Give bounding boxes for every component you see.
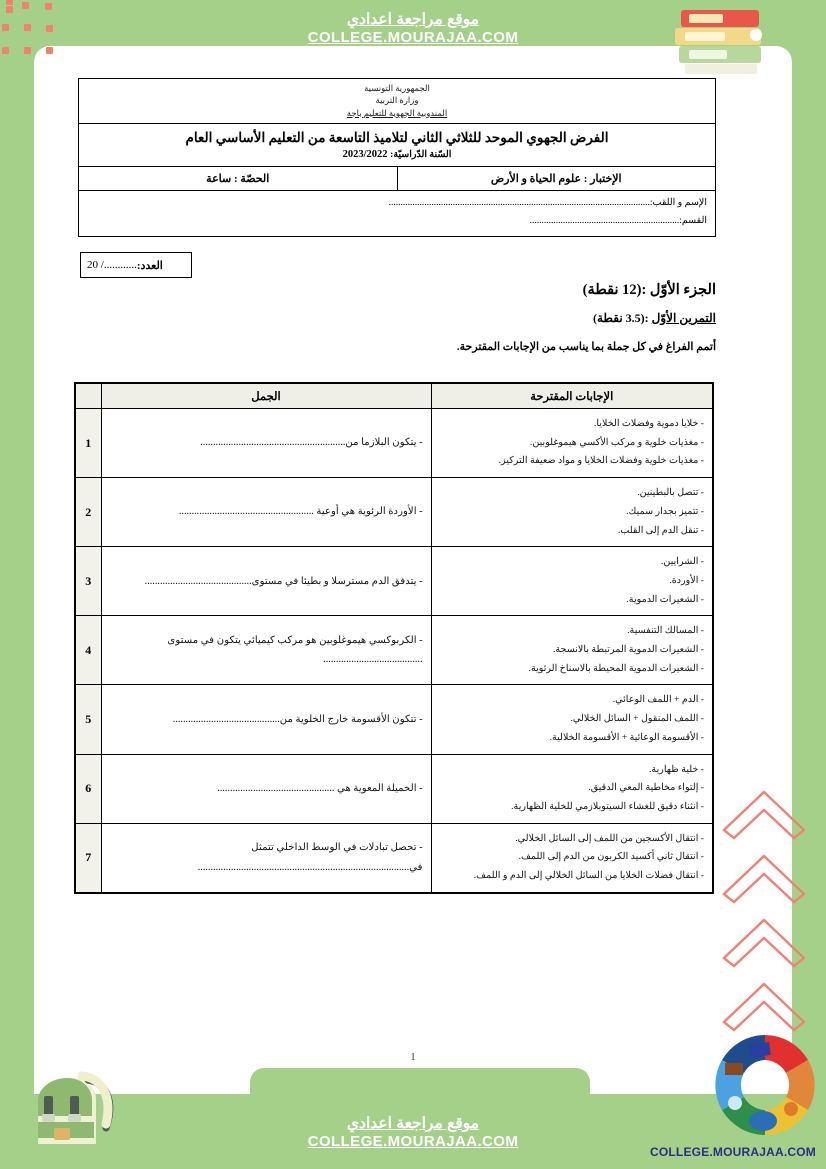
sentence-cell[interactable]: - الكربوكسي هيموغلوبين هو مركب كيميائي يتكون في مستوى ....................................... [101, 616, 431, 685]
sentence-cell[interactable]: - يتكون البلازما من......................................................... [101, 409, 431, 478]
watermark-bottom-right: COLLEGE.MOURAJAA.COM [650, 1145, 816, 1159]
answer-option: - تتصل بالبطينين. [637, 487, 704, 499]
delegation-line: المندوبية الجهوية للتعليم باجة [346, 107, 448, 118]
answer-option: - الأقسومة الوعائية + الأقسومة الخلالية. [549, 731, 704, 743]
table-header-row [75, 383, 713, 409]
answer-option: - الشرايين. [661, 556, 704, 568]
table-row [75, 754, 713, 823]
row-number-cell: 5 [75, 685, 101, 754]
answer-option: - الشعيرات الدموية. [626, 593, 704, 605]
name-label: الإسم و اللقب: [649, 198, 707, 209]
sentence-cell[interactable]: - الخميلة المعوية هي .............................................. [101, 754, 431, 823]
brand-url-top: COLLEGE.MOURAJAA.COM [307, 29, 519, 47]
part-one-title: الجزء الأوّل :(12 نقطة) [582, 282, 716, 298]
row-number-cell: 7 [75, 823, 101, 893]
sentence-cell[interactable]: - تحصل تبادلات في الوسط الداخلي تتمثل في................................................................................... [101, 823, 431, 893]
brand-arabic-top: موقع مراجعة اعدادي [346, 11, 480, 28]
table-row [75, 547, 713, 616]
site-brand-top [0, 11, 826, 47]
header-sentences: الجمل [101, 383, 431, 409]
exam-header-block [78, 78, 716, 237]
answer-option: - إلتواء مخاطية المعي الدقيق. [588, 782, 704, 794]
chevron-decoration [718, 760, 810, 1045]
row-number-cell: 4 [75, 616, 101, 685]
answer-option: - انتقال ثاني أكسيد الكربون من الدم إلى اللمف. [518, 851, 704, 863]
mark-dots: ............ [103, 259, 137, 271]
ministry-cell [79, 79, 716, 124]
answers-cell [431, 409, 713, 478]
bottom-green-notch [250, 1068, 590, 1094]
answer-option: - تتميز بجدار سميك. [626, 505, 704, 517]
answer-option: - اللمف المنقول + السائل الخلالي. [570, 713, 704, 725]
sentence-cell[interactable]: - الأوردة الرئوية هي أوعية ..................................................... [101, 478, 431, 547]
school-year [83, 148, 711, 162]
brand-url-bottom: COLLEGE.MOURAJAA.COM [307, 1133, 519, 1151]
answer-option: - انتقال الأكسجين من اللمف إلى السائل الخلالي. [515, 832, 704, 844]
answer-option: - خلية ظهارية. [649, 763, 704, 775]
answer-option: - انثناء دقيق للغشاء السيتوبلازمي للخلية الظهارية. [511, 800, 704, 812]
exam-title-text: الفرض الجهوي الموحد للثلاثي الثاني لتلاميذ التاسعة من التعليم الأساسي العام [185, 129, 609, 145]
class-dots: ............................................................... [529, 215, 680, 226]
answers-cell [431, 478, 713, 547]
answers-cell [431, 616, 713, 685]
name-dots: .............................................................................................................. [388, 198, 650, 209]
answers-cell [431, 547, 713, 616]
answers-table-body [75, 409, 713, 893]
republic-line: الجمهورية التونسية [364, 83, 430, 93]
sentence-cell[interactable]: - تتكون الأقسومة خارج الخلوية من.......................................... [101, 685, 431, 754]
answer-option: - الشعيرات الدموية المرتبطة بالانسجة. [552, 644, 704, 656]
answer-option: - الدم + اللمف الوعائي. [612, 694, 704, 706]
subject-cell: الإختبار : علوم الحياة و الأرض [397, 167, 716, 191]
ministry-line: وزارة التربية [375, 95, 419, 106]
exam-title-cell [79, 123, 716, 166]
answer-option: - تنقل الدم إلى القلب. [617, 524, 704, 536]
answer-option: - مغذيات خلوية وفضلات الخلايا و مواد ضعيفة التركيز. [498, 455, 704, 467]
answers-cell [431, 754, 713, 823]
header-answers: الإجابات المقترحة [431, 383, 713, 409]
school-year-label: السّنة الدّراسيّة: [390, 150, 452, 161]
instruction-text: أتمم الفراغ في كل جملة بما يناسب من الإجابات المقترحة. [456, 341, 716, 353]
row-number-cell: 2 [75, 478, 101, 547]
answer-option: - خلايا دموية وفضلات الخلايا. [593, 418, 704, 429]
answers-cell [431, 823, 713, 893]
session-cell: الحصّة : ساعة [79, 167, 398, 191]
answer-option: - الأوردة. [669, 574, 704, 586]
sentence-cell[interactable]: - يتدفق الدم مسترسلا و بطيئا في مستوى.......................................... [101, 547, 431, 616]
row-number-cell: 3 [75, 547, 101, 616]
table-row [75, 685, 713, 754]
left-green-band [0, 0, 34, 1169]
answer-option: - المسالك التنفسية. [627, 625, 704, 637]
answers-cell [431, 685, 713, 754]
class-label: القسم: [679, 215, 707, 226]
exercise-one-label: التمرين الأوّل [651, 311, 716, 325]
exercise-one-title [593, 311, 716, 326]
brand-arabic-bottom: موقع مراجعة اعدادي [346, 1115, 480, 1133]
answer-option: - الشعيرات الدموية المحيطة بالاسناخ الرئوية. [528, 662, 704, 674]
table-row [75, 409, 713, 478]
header-number [75, 383, 101, 409]
table-row [75, 616, 713, 685]
mark-box[interactable] [80, 252, 192, 278]
name-field-line[interactable] [87, 195, 707, 213]
mark-label: العدد: [136, 259, 163, 272]
mark-total: / 20 [87, 259, 104, 271]
row-number-cell: 6 [75, 754, 101, 823]
table-row [75, 478, 713, 547]
exam-header-table [78, 78, 716, 237]
row-number-cell: 1 [75, 409, 101, 478]
answers-table [74, 382, 714, 894]
table-row [75, 823, 713, 893]
answer-option: - انتقال فضلات الخلايا من السائل الخلالي إلى الدم و اللمف. [473, 870, 704, 882]
identity-cell[interactable] [79, 191, 716, 237]
school-year-value: 2023/2022 [342, 149, 388, 161]
answer-option: - مغذيات خلوية و مركب الأكسي هيموغلوبين. [529, 436, 704, 448]
page-number: 1 [410, 1052, 416, 1063]
class-field-line[interactable] [87, 213, 707, 231]
exercise-one-points: :(3.5 نقطة) [592, 311, 649, 325]
